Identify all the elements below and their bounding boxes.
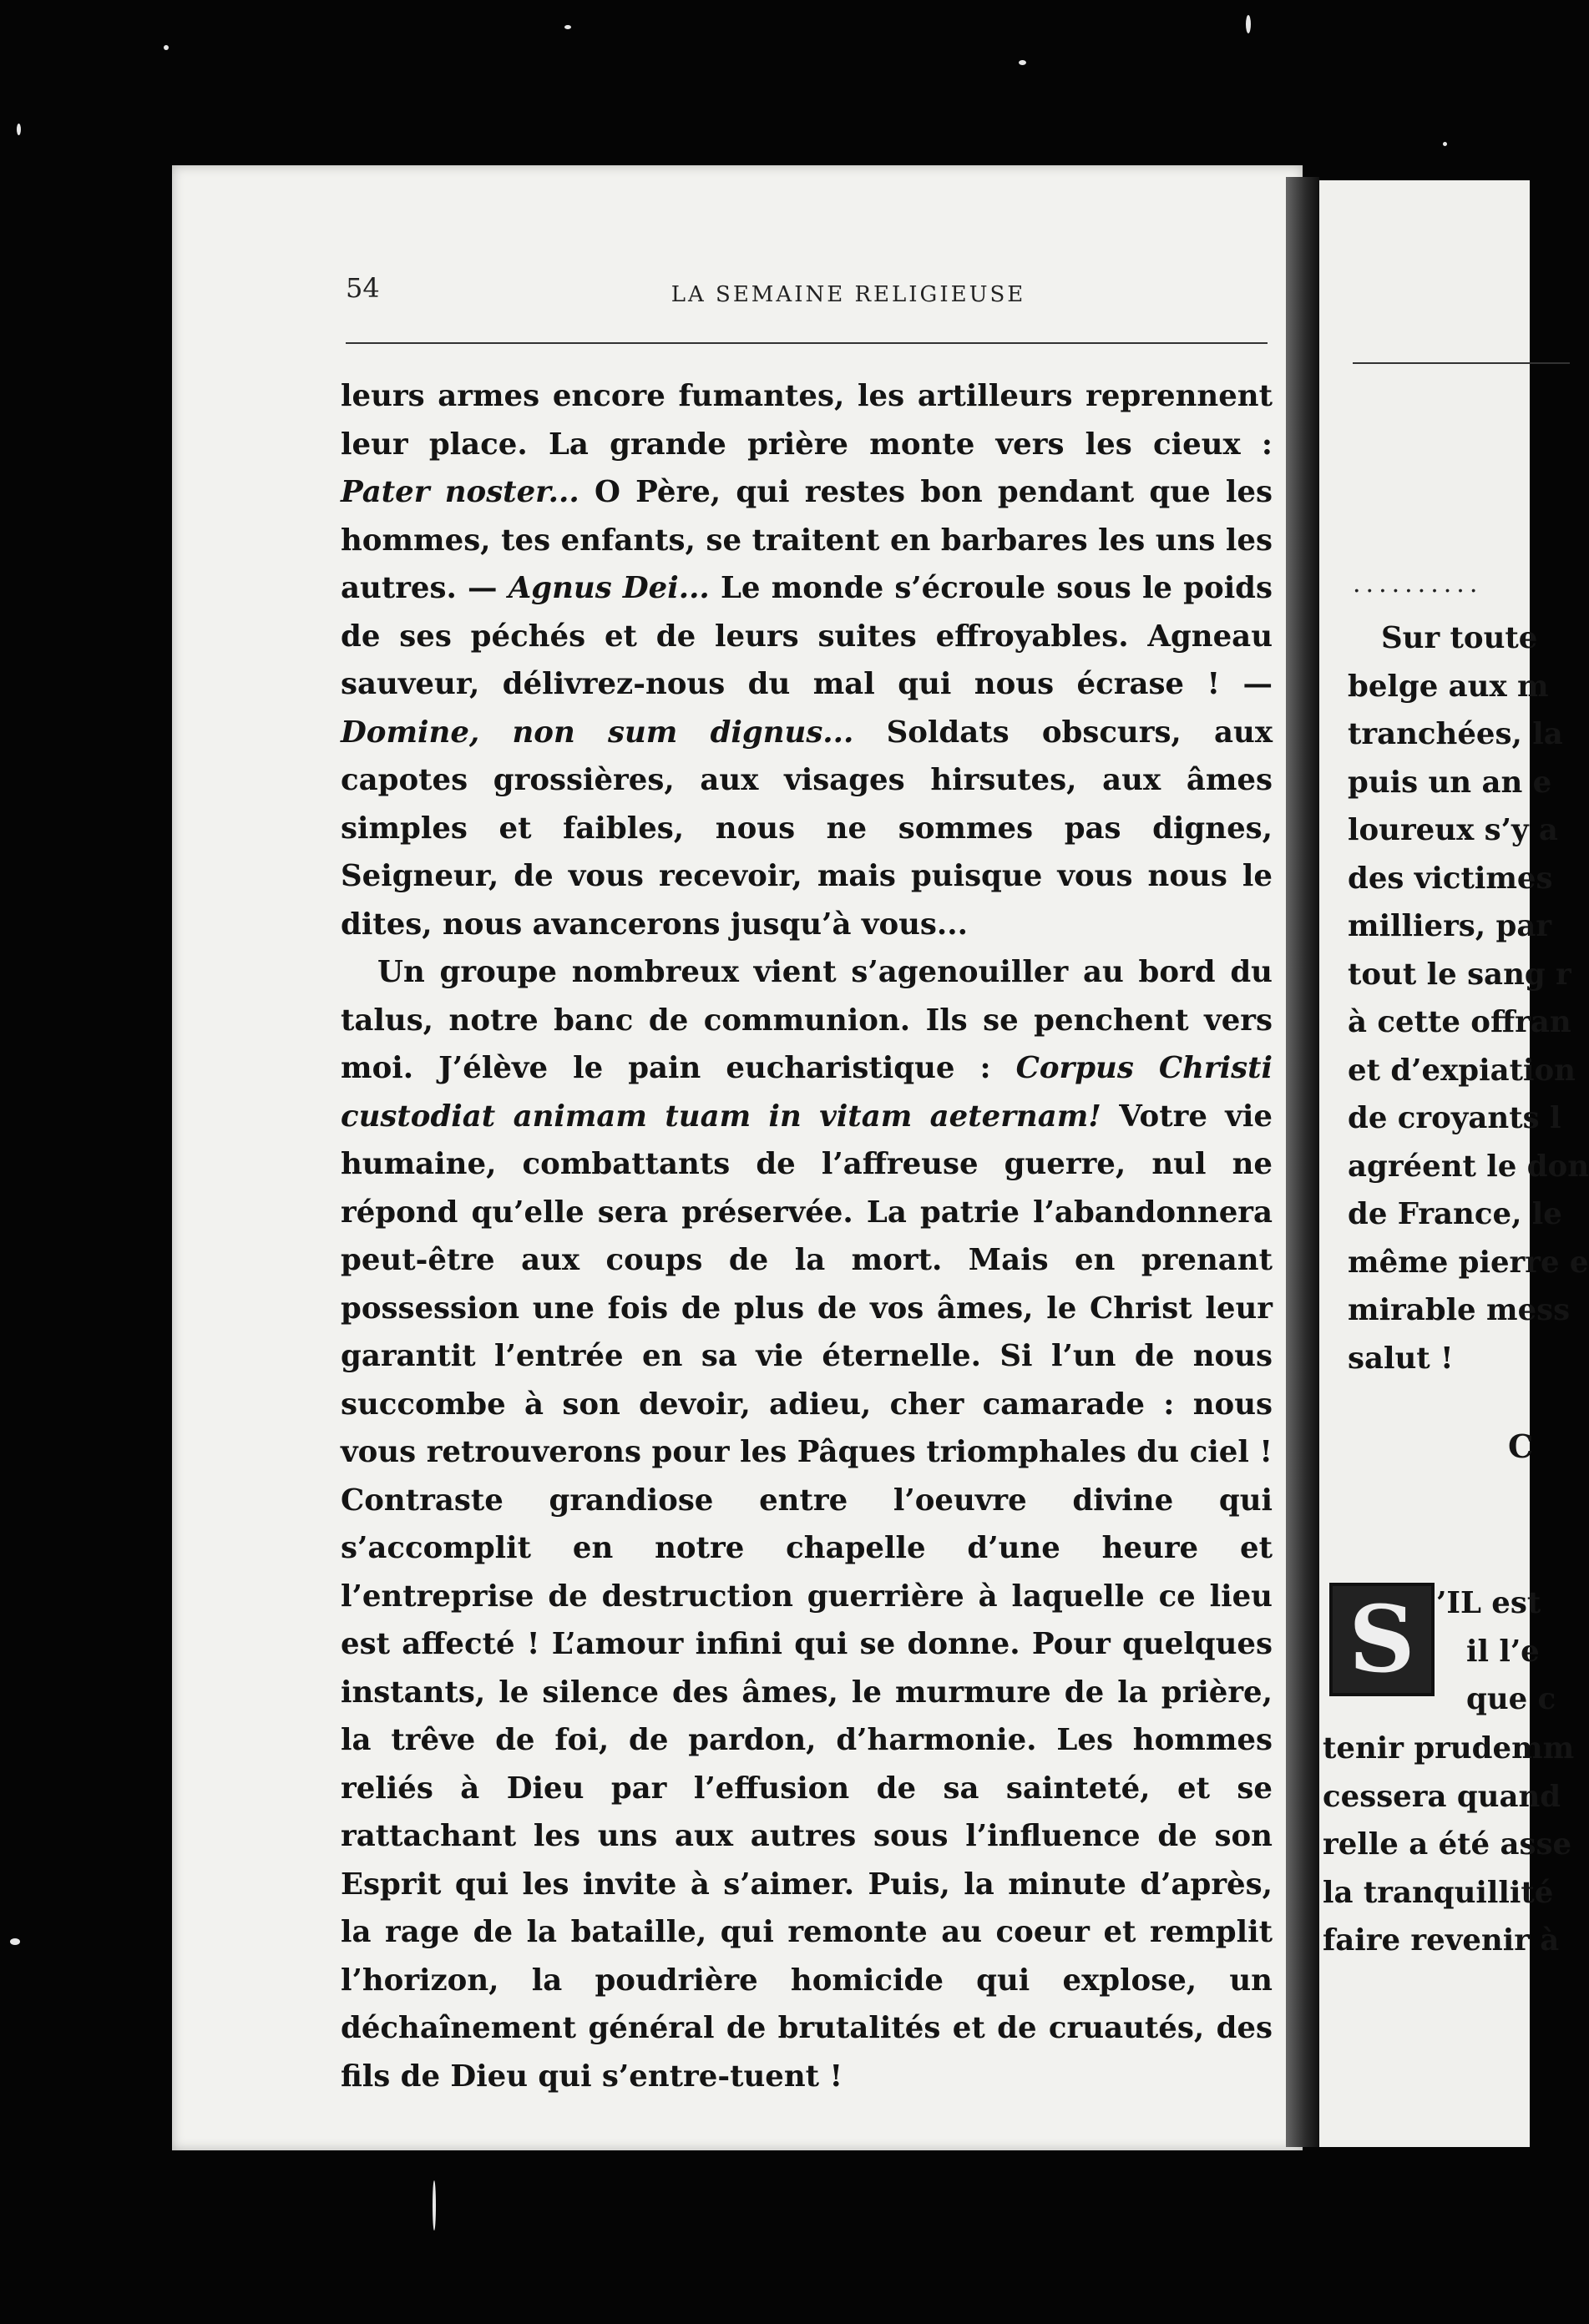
scan-speck [17, 124, 21, 135]
text-line: tenir prudemm [1323, 1731, 1575, 1766]
section-heading: C [1508, 1427, 1534, 1465]
scan-speck [1443, 142, 1447, 146]
paragraph: Un groupe nombreux vient s’agenouiller au bord du talus, notre banc de communion. Ils se penchent vers moi. J’élève le pain eucharistique : Corpus Christi custodiat animam tuam in vitam aeternam! Votre vie humaine, combattants de l’affreuse guerre, nul ne répond qu’elle sera préservée. La patrie l’abandonnera peut-être aux coups de la mort. Mais en prenant possession une fois de plus de vos âmes, le Christ leur garantit l’entrée en sa vie éternelle. Si l’un de nous succombe à son devoir, adieu, cher camarade : nous vous retrouverons pour les Pâques triomphales du ciel ! Contraste grandiose entre l’oeuvre divine qui s’accomplit en notre chapelle d’une heure et l’entreprise de destruction guerrière à laquelle ce lieu est affecté ! L’amour infini qui se donne. Pour quelques instants, le silence des âmes, le murmure de la prière, la trêve de foi, de pardon, d’harmonie. Les hommes reliés à Dieu par l’effusion de sa sainteté, et se rattachant les uns aux autres sous l’influence de son Esprit qui les invite à s’aimer. Puis, la minute d’après, la rage de la bataille, qui remonte au coeur et remplit l’horizon, la poudrière homicide qui explose, un déchaînement général de brutalités et de cruautés, des fils de Dieu qui s’entre-tuent ! [341, 955, 1273, 2094]
latin-phrase: Corpus Christi custodiat animam tuam in vitam aeternam! [341, 1051, 1273, 1134]
text-line: loureux s’y a [1348, 813, 1558, 847]
text-line: à cette offran [1348, 1005, 1571, 1039]
text-line: milliers, par [1348, 909, 1552, 943]
page-header [346, 272, 1268, 314]
text-line: que c [1466, 1682, 1556, 1716]
text-line: de croyants l [1348, 1101, 1561, 1135]
scan-speck [1246, 15, 1251, 33]
scan-speck [1019, 60, 1026, 65]
right-text-block-lower [1323, 1725, 1574, 1965]
text-line: des victimes [1348, 861, 1553, 896]
latin-phrase: Domine, non sum dignus... [341, 715, 854, 750]
text-line: Sur toute [1381, 621, 1538, 655]
scan-speck [564, 25, 571, 29]
scan-speck [164, 45, 169, 50]
text-line: tranchées, la [1348, 717, 1563, 751]
text-line: puis un an e [1348, 765, 1552, 800]
body-text [341, 372, 1273, 2100]
dropcap-s: S [1329, 1583, 1435, 1696]
scan-speck [10, 1938, 20, 1945]
right-page [1319, 180, 1589, 2147]
text-line: belge aux m [1348, 669, 1549, 704]
text-line: relle a été asse [1323, 1827, 1572, 1862]
header-rule [1353, 362, 1570, 364]
text-line: salut ! [1348, 1341, 1454, 1376]
text-line: il l’e [1466, 1634, 1540, 1669]
text-line: la tranquillité [1323, 1875, 1554, 1910]
text-line: cessera quand [1323, 1779, 1561, 1814]
text-line: tout le sang r [1348, 957, 1571, 992]
text-line: de France, le [1348, 1197, 1562, 1231]
right-text-block [1348, 614, 1589, 1382]
left-page [172, 165, 1303, 2150]
scan-speck [433, 2180, 436, 2231]
running-head: LA SEMAINE RELIGIEUSE [671, 282, 1026, 307]
latin-phrase: Agnus Dei... [508, 571, 710, 605]
dropcap-text-block [1436, 1579, 1556, 1724]
book-gutter [1286, 177, 1319, 2147]
latin-phrase: Pater noster... [341, 475, 579, 509]
text-line: ’IL est [1436, 1586, 1541, 1620]
text-line: et d’expiation [1348, 1053, 1576, 1088]
ellipsis-line: .......... [1353, 569, 1483, 599]
text-line: agréent le don [1348, 1149, 1589, 1184]
page-number: 54 [346, 272, 380, 304]
paragraph: leurs armes encore fumantes, les artilleurs reprennent leur place. La grande prière monte vers les cieux : Pater noster... O Père, qui restes bon pendant que les hommes, tes enfants, se traitent en barbares les uns les autres. — Agnus Dei... Le monde s’écroule sous le poids de ses péchés et de leurs suites effroyables. Agneau sauveur, délivrez-nous du mal qui nous écrase ! — Domine, non sum dignus... Soldats obscurs, aux capotes grossières, aux visages hirsutes, aux âmes simples et faibles, nous ne sommes pas dignes, Seigneur, de vous recevoir, mais puisque vous nous le dites, nous avancerons jusqu’à vous... [341, 379, 1273, 942]
text-line: mirable mess [1348, 1293, 1571, 1327]
text-line: même pierre e [1348, 1245, 1589, 1280]
header-rule [346, 342, 1268, 344]
text-line: faire revenir à [1323, 1923, 1560, 1958]
